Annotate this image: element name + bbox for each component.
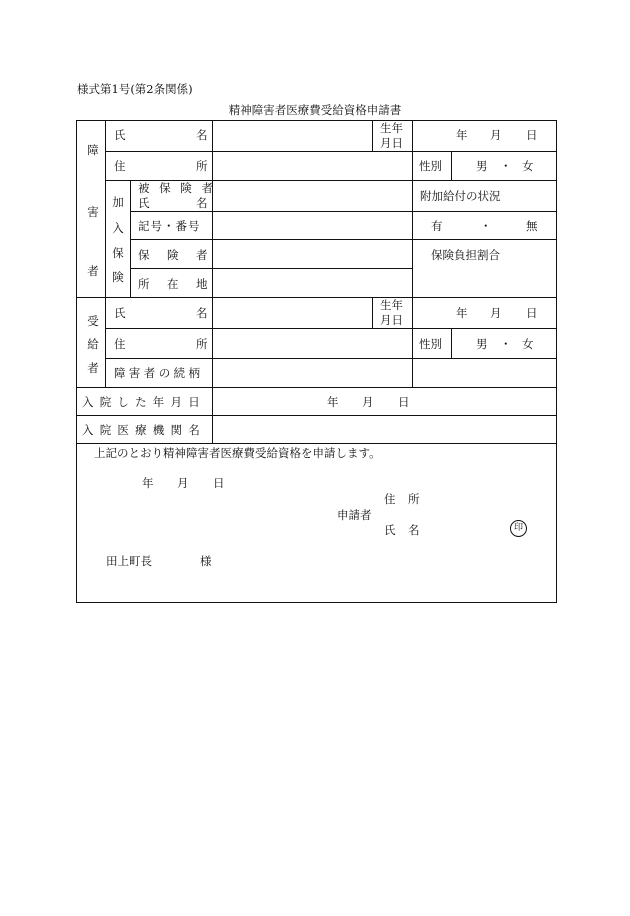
yes-option: 有 — [431, 219, 443, 233]
recipient-gender-male: 男 — [476, 337, 488, 351]
applicant-name-b: 名 — [408, 523, 420, 537]
admission-month: 月 — [362, 395, 374, 409]
recipient-address-label-a: 住 — [114, 337, 126, 351]
name-label-a: 氏 — [114, 128, 126, 142]
applicant-address-b: 所 — [408, 492, 420, 506]
admission-day: 日 — [398, 395, 410, 409]
address-label-a: 住 — [114, 159, 126, 173]
recipient-date-year: 年 — [456, 306, 468, 320]
insurance-label-char: 保 — [112, 246, 124, 260]
insured-label-2a: 氏 — [138, 196, 150, 210]
location-char: 地 — [196, 277, 208, 291]
sign-year: 年 — [142, 476, 154, 490]
honorific: 様 — [200, 554, 212, 568]
birth-label-1: 生年 — [380, 121, 403, 135]
address-label-b: 所 — [196, 159, 208, 173]
gender-sep: ・ — [500, 159, 512, 173]
applicant-label: 申請者 — [337, 508, 372, 522]
date-month: 月 — [490, 128, 502, 142]
seal-mark: 印 — [510, 520, 527, 537]
yes-no-sep: ・ — [480, 219, 492, 233]
hospital-label: 入院医療機関名 — [82, 423, 206, 437]
insured-label-1: 被 保 険 者 — [138, 181, 216, 195]
recipient-address-label-b: 所 — [196, 337, 208, 351]
insurer-char: 険 — [167, 248, 179, 262]
no-option: 無 — [526, 219, 538, 233]
insurance-label-char: 加 — [112, 195, 124, 209]
admission-date-label: 入院した年月日 — [82, 395, 206, 409]
disabled-label-char: 者 — [87, 264, 99, 278]
recipient-birth-label-1: 生年 — [380, 298, 403, 312]
recipient-date-month: 月 — [490, 306, 502, 320]
applicant-name-a: 氏 — [384, 523, 396, 537]
disabled-label-char: 障 — [87, 143, 99, 157]
gender-male: 男 — [476, 159, 488, 173]
gender-label: 性別 — [419, 159, 442, 173]
recipient-gender-sep: ・ — [500, 337, 512, 351]
applicant-address-a: 住 — [384, 492, 396, 506]
recipient-label-char: 受 — [87, 314, 99, 328]
recipient-gender-female: 女 — [522, 337, 534, 351]
recipient-birth-label-2: 月日 — [380, 313, 403, 327]
insurer-char: 保 — [138, 248, 150, 262]
name-label-b: 名 — [196, 128, 208, 142]
document-title: 精神障害者医療費受給資格申請書 — [228, 103, 402, 117]
gender-female: 女 — [522, 159, 534, 173]
date-day: 日 — [526, 128, 538, 142]
admission-year: 年 — [327, 395, 339, 409]
recipient-date-day: 日 — [526, 306, 538, 320]
symbol-number-label: 記号・番号 — [138, 219, 201, 233]
form-number: 様式第1号(第2条関係) — [77, 82, 193, 96]
relation-label: 障害者の続柄 — [114, 366, 204, 380]
insured-label-2b: 名 — [196, 196, 208, 210]
supplemental-benefit-label: 附加給付の状況 — [420, 189, 501, 203]
recipient-label-char: 給 — [87, 337, 99, 351]
recipient-label-char: 者 — [87, 361, 99, 375]
birth-label-2: 月日 — [380, 136, 403, 150]
insurer-char: 者 — [196, 248, 208, 262]
insurance-burden-label: 保険負担割合 — [431, 248, 500, 262]
disabled-label-char: 害 — [87, 205, 99, 219]
declaration-text: 上記のとおり精神障害者医療費受給資格を申請します。 — [94, 446, 381, 460]
sign-day: 日 — [213, 476, 225, 490]
recipient-name-label-a: 氏 — [114, 306, 126, 320]
location-char: 所 — [138, 277, 150, 291]
insurance-label-char: 険 — [112, 270, 124, 284]
recipient-name-label-b: 名 — [196, 306, 208, 320]
sign-month: 月 — [177, 476, 189, 490]
date-year: 年 — [456, 128, 468, 142]
recipient-gender-label: 性別 — [419, 337, 442, 351]
insurance-label-char: 入 — [112, 221, 124, 235]
location-char: 在 — [167, 277, 179, 291]
addressee: 田上町長 — [106, 554, 152, 568]
